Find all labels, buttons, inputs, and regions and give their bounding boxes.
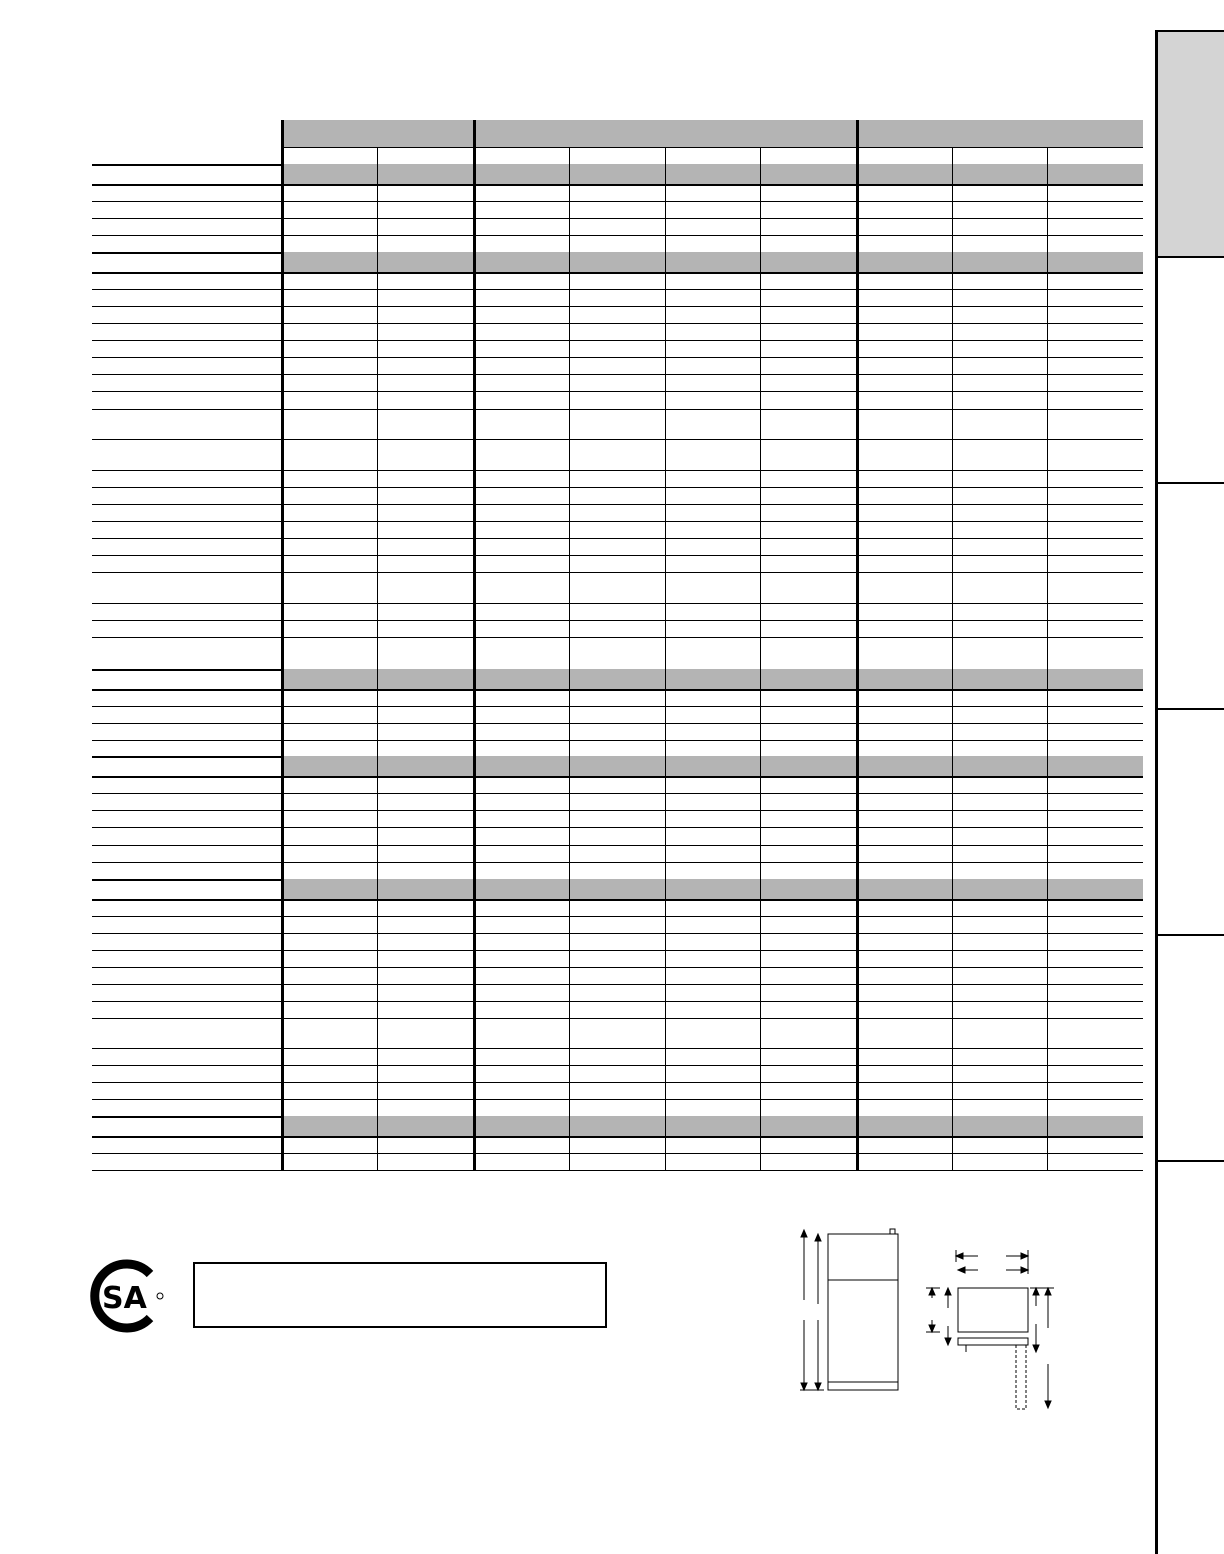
- table-row-rule: [92, 1170, 1143, 1171]
- table-row-rule: [92, 689, 1143, 690]
- notice-box: [193, 1262, 607, 1328]
- table-row-rule: [92, 289, 1143, 290]
- section-3-band: [281, 669, 1143, 690]
- model-sub-column-divider: [569, 147, 570, 1170]
- table-row-rule: [92, 899, 1143, 900]
- section-2-band: [281, 252, 1143, 273]
- table-row-rule: [92, 827, 1143, 828]
- side-tab-2[interactable]: [1157, 256, 1224, 482]
- table-row-rule: [92, 470, 1143, 471]
- model-sub-column-divider: [377, 147, 378, 1170]
- section-1-band: [281, 164, 1143, 185]
- refrigerator-dimension-diagram: [790, 1222, 1120, 1422]
- model-group-divider: [856, 120, 859, 1170]
- table-row-rule: [92, 340, 1143, 341]
- table-row-rule: [92, 793, 1143, 794]
- model-sub-column-divider: [760, 147, 761, 1170]
- table-row-rule: [92, 306, 1143, 307]
- model-sub-column-divider: [665, 147, 666, 1170]
- table-row-rule: [92, 603, 1143, 604]
- table-row-rule: [92, 504, 1143, 505]
- table-row-rule: [92, 1018, 1143, 1019]
- table-row-rule: [92, 185, 1143, 186]
- table-row-rule: [92, 409, 1143, 410]
- section-4-band: [281, 756, 1143, 777]
- csa-logo: [88, 1258, 168, 1334]
- table-row-rule: [92, 740, 1143, 741]
- table-row-rule: [92, 201, 1143, 202]
- side-tab-3[interactable]: [1157, 482, 1224, 708]
- table-row-rule: [92, 521, 1143, 522]
- table-row-rule: [92, 810, 1143, 811]
- svg-text:SA: SA: [102, 1281, 147, 1316]
- table-row-rule: [92, 933, 1143, 934]
- label-indent-rule: [122, 374, 281, 375]
- model-group-divider: [473, 120, 476, 1170]
- table-row-rule: [92, 723, 1143, 724]
- width-dimension-arrows: [956, 1250, 1028, 1274]
- table-row-rule: [92, 1099, 1143, 1100]
- label-indent-rule: [186, 1082, 281, 1083]
- table-row-rule: [92, 984, 1143, 985]
- table-row-rule: [92, 845, 1143, 846]
- model-group-header-band: [281, 120, 1143, 147]
- section-6-band: [281, 1116, 1143, 1137]
- table-row-rule: [92, 1153, 1143, 1154]
- table-row-rule: [92, 272, 1143, 273]
- table-row-rule: [92, 776, 1143, 777]
- table-row-rule: [92, 218, 1143, 219]
- table-row-rule: [92, 235, 1143, 236]
- side-tab-divider: [1155, 30, 1158, 1554]
- label-indent-rule: [186, 1065, 281, 1066]
- fridge-front-view: [828, 1229, 898, 1390]
- table-row-rule: [92, 572, 1143, 573]
- model-group-divider: [281, 120, 284, 1170]
- model-sub-column-divider: [952, 147, 953, 1170]
- model-sub-column-divider: [1047, 147, 1048, 1170]
- table-row-rule: [92, 967, 1143, 968]
- side-tab-6[interactable]: [1157, 1160, 1224, 1386]
- table-row-rule: [92, 1048, 1143, 1049]
- table-row-rule: [92, 357, 1143, 358]
- table-row-rule: [92, 323, 1143, 324]
- table-row-rule: [92, 1136, 1143, 1137]
- side-tab-1[interactable]: [1157, 30, 1224, 256]
- table-row-rule: [92, 391, 1143, 392]
- table-row-rule: [92, 439, 1143, 440]
- header-underline: [281, 147, 1143, 148]
- depth-dimension-arrows: [926, 1288, 1054, 1408]
- table-row-rule: [92, 487, 1143, 488]
- fridge-top-view: [958, 1288, 1028, 1409]
- table-row-rule: [92, 1001, 1143, 1002]
- table-row-rule: [92, 706, 1143, 707]
- side-tab-4[interactable]: [1157, 708, 1224, 934]
- side-tab-5[interactable]: [1157, 934, 1224, 1160]
- table-row-rule: [92, 916, 1143, 917]
- table-row-rule: [92, 637, 1143, 638]
- table-row-rule: [92, 538, 1143, 539]
- height-dimension-arrows: [800, 1230, 824, 1390]
- table-row-rule: [92, 950, 1143, 951]
- table-row-rule: [92, 862, 1143, 863]
- table-row-rule: [92, 555, 1143, 556]
- section-5-band: [281, 879, 1143, 900]
- table-row-rule: [92, 620, 1143, 621]
